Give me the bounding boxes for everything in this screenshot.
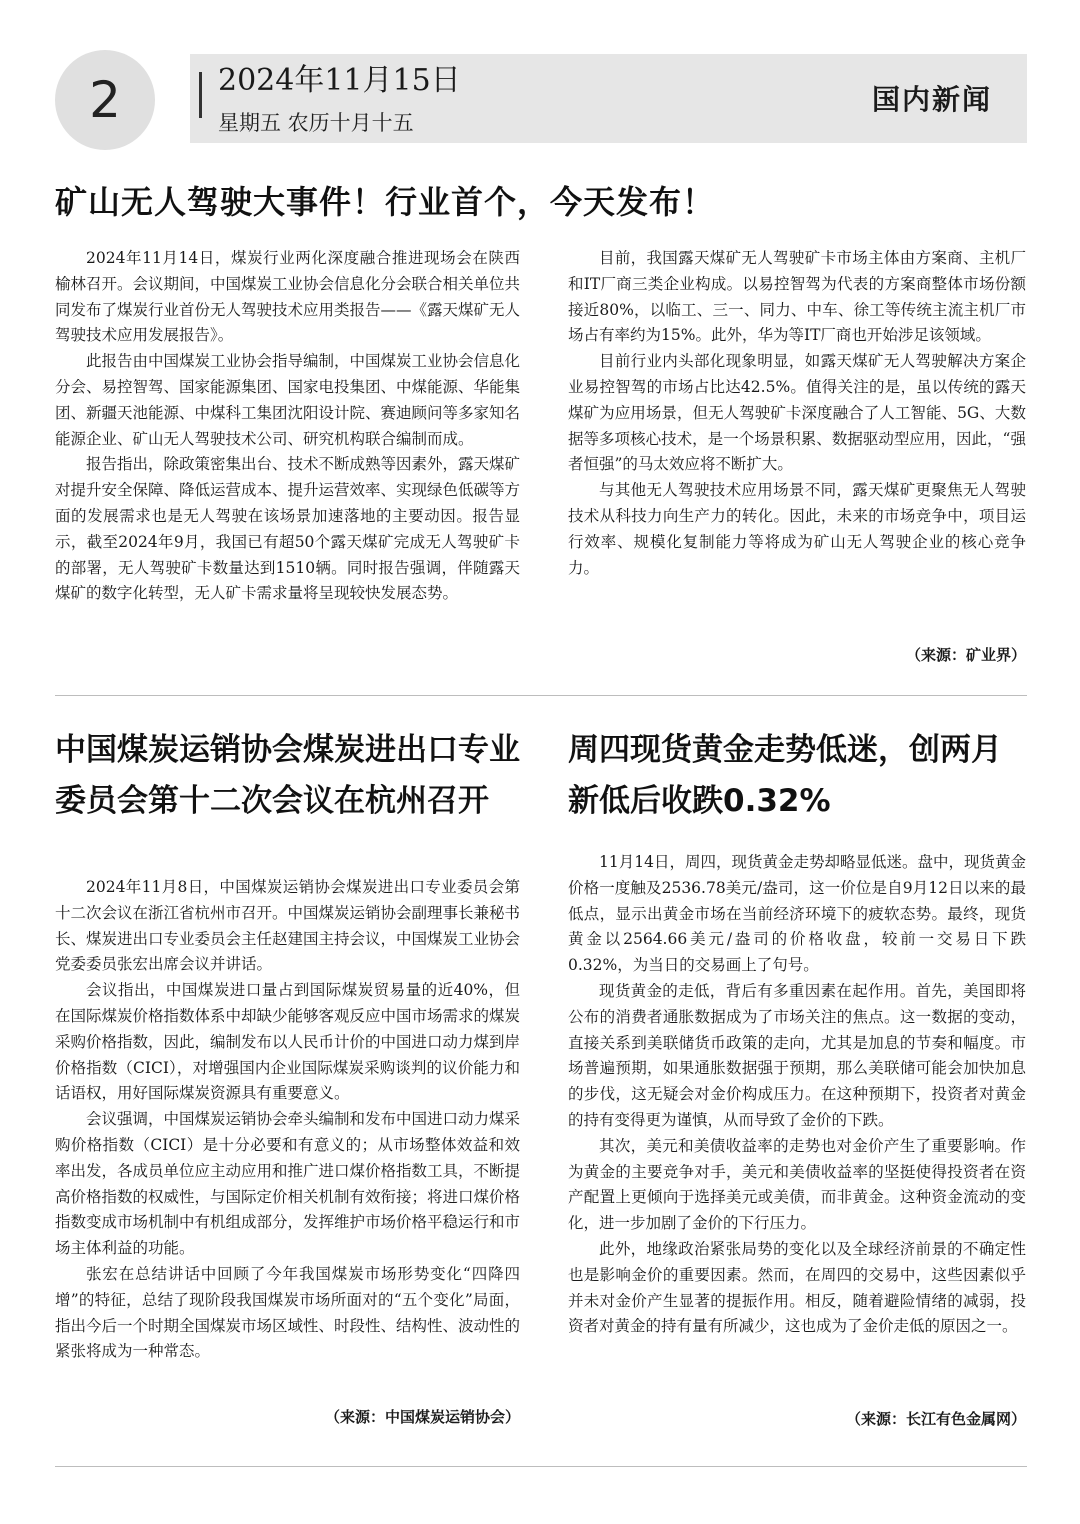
article-3-paragraph: 此外，地缘政治紧张局势的变化以及全球经济前景的不确定性也是影响金价的重要因素。然而，在周四的交易中，这些因素似乎并未对金价产生显著的提振作用。相反，随着避险情绪的减弱，投资者对黄金的持有量有所减少，这也成为了金价走低的原因之一。: [568, 1239, 1026, 1336]
article-1-paragraph: 目前行业内头部化现象明显，如露天煤矿无人驾驶解决方案企业易控智驾的市场占比达42.5%。值得关注的是，虽以传统的露天煤矿为应用场景，但无人驾驶矿卡深度融合了人工智能、5G、大数据等多项核心技术，是一个场景积累、数据驱动型应用，因此，“强者恒强”的马太效应将不断扩大。: [568, 352, 1026, 474]
article-1-paragraph: 报告指出，除政策密集出台、技术不断成熟等因素外，露天煤矿对提升安全保障、降低运营成本、提升运营效率、实现绿色低碳等方面的发展需求也是无人驾驶在该场景加速落地的主要动因。报告显示，截至2024年9月，我国已有超50个露天煤矿完成无人驾驶矿卡的部署，无人驾驶矿卡数量达到1510辆。同时报告强调，伴随露天煤矿的数字化转型，无人矿卡需求量将呈现较快发展态势。: [55, 455, 521, 603]
article-3-title: 周四现货黄金走势低迷，创两月新低后收跌0.32%: [568, 732, 1002, 819]
article-1-paragraph: 目前，我国露天煤矿无人驾驶矿卡市场主体由方案商、主机厂和IT厂商三类企业构成。以易控智驾为代表的方案商整体市场份额接近80%，以临工、三一、同力、中车、徐工等传统主流主机厂市场占有率约为15%。此外，华为等IT厂商也开始涉足该领域。: [568, 249, 1026, 345]
article-2-body: [55, 875, 520, 1365]
article-1-source: （来源：矿业界）: [905, 646, 1026, 664]
article-1-paragraph: 与其他无人驾驶技术应用场景不同，露天煤矿更聚焦无人驾驶技术从科技力向生产力的转化。因此，未来的市场竞争中，项目运行效率、规模化复制能力等将成为矿山无人驾驶企业的核心竞争力。: [568, 481, 1026, 577]
article-2-source: （来源：中国煤炭运销协会）: [324, 1408, 520, 1426]
page-number: 2: [55, 50, 155, 150]
article-3-paragraph: 其次，美元和美债收益率的走势也对金价产生了重要影响。作为黄金的主要竞争对手，美元和美债收益率的坚挺使得投资者在资产配置上更倾向于选择美元或美债，而非黄金。这种资金流动的变化，进一步加剧了金价的下行压力。: [568, 1136, 1026, 1233]
article-3-paragraph: 11月14日，周四，现货黄金走势却略显低迷。盘中，现货黄金价格一度触及2536.78美元/盎司，这一价位是自9月12日以来的最低点，显示出黄金市场在当前经济环境下的疲软态势。最终，现货黄金以2564.66美元/盎司的价格收盘，较前一交易日下跌0.32%，为当日的交易画上了句号。: [568, 853, 1026, 975]
section-divider: [55, 695, 1027, 696]
issue-date: 2024年11月15日: [218, 63, 461, 98]
weekday-lunar-date: 星期五 农历十月十五: [218, 111, 414, 135]
article-1-column-left: [55, 246, 520, 607]
article-2-paragraph: 会议强调，中国煤炭运销协会牵头编制和发布中国进口动力煤采购价格指数（CICI）是十分必要和有意义的；从市场整体效益和效率出发，各成员单位应主动应用和推广进口煤价格指数工具，不断提高价格指数的权威性，与国际定价相关机制有效衔接；将进口煤价格指数变成市场机制中有机组成部分，发挥维护市场价格平稳运行和市场主体利益的功能。: [55, 1110, 521, 1258]
article-2-paragraph: 张宏在总结讲话中回顾了今年我国煤炭市场形势变化“四降四增”的特征，总结了现阶段我国煤炭市场所面对的“五个变化”局面，指出今后一个时期全国煤炭市场区域性、时段性、结构性、波动性的紧张将成为一种常态。: [55, 1264, 521, 1361]
header-divider: [199, 72, 202, 118]
article-3-paragraph: 现货黄金的走低，背后有多重因素在起作用。首先，美国即将公布的消费者通胀数据成为了市场关注的焦点。这一数据的变动，直接关系到美联储货币政策的走向，尤其是加息的节奏和幅度。市场普遍预期，如果通胀数据强于预期，那么美联储可能会加快加息的步伐，这无疑会对金价构成压力。在这种预期下，投资者对黄金的持有变得更为谨慎，从而导致了金价的下跌。: [568, 981, 1026, 1129]
article-1-paragraph: 此报告由中国煤炭工业协会指导编制，中国煤炭工业协会信息化分会、易控智驾、国家能源集团、国家电投集团、中煤能源、华能集团、新疆天池能源、中煤科工集团沈阳设计院、赛迪顾问等多家知名能源企业、矿山无人驾驶技术公司、研究机构联合编制而成。: [55, 352, 521, 448]
article-1-title: 矿山无人驾驶大事件！行业首个，今天发布！: [55, 183, 716, 221]
section-title: 国内新闻: [871, 83, 992, 116]
article-2-title: 中国煤炭运销协会煤炭进出口专业委员会第十二次会议在杭州召开: [55, 732, 520, 819]
article-3-body: [568, 850, 1026, 1340]
article-2-paragraph: 会议指出，中国煤炭进口量占到国际煤炭贸易量的近40%，但在国际煤炭价格指数体系中却缺少能够客观反应中国市场需求的煤炭采购价格指数，因此，编制发布以人民币计价的中国进口动力煤到岸价格指数（CICI），对增强国内企业国际煤炭采购谈判的议价能力和话语权，用好国际煤炭资源具有重要意义。: [55, 981, 521, 1103]
article-3-source: （来源：长江有色金属网）: [845, 1410, 1026, 1428]
article-2-paragraph: 2024年11月8日，中国煤炭运销协会煤炭进出口专业委员会第十二次会议在浙江省杭州市召开。中国煤炭运销协会副理事长兼秘书长、煤炭进出口专业委员会主任赵建国主持会议，中国煤炭工业协会党委委员张宏出席会议并讲话。: [55, 878, 521, 974]
article-1-column-right: [568, 246, 1026, 581]
article-1-paragraph: 2024年11月14日，煤炭行业两化深度融合推进现场会在陕西榆林召开。会议期间，中国煤炭工业协会信息化分会联合相关单位共同发布了煤炭行业首份无人驾驶技术应用类报告——《露天煤矿无人驾驶技术应用发展报告》。: [55, 249, 521, 345]
footer-divider: [55, 1466, 1027, 1467]
